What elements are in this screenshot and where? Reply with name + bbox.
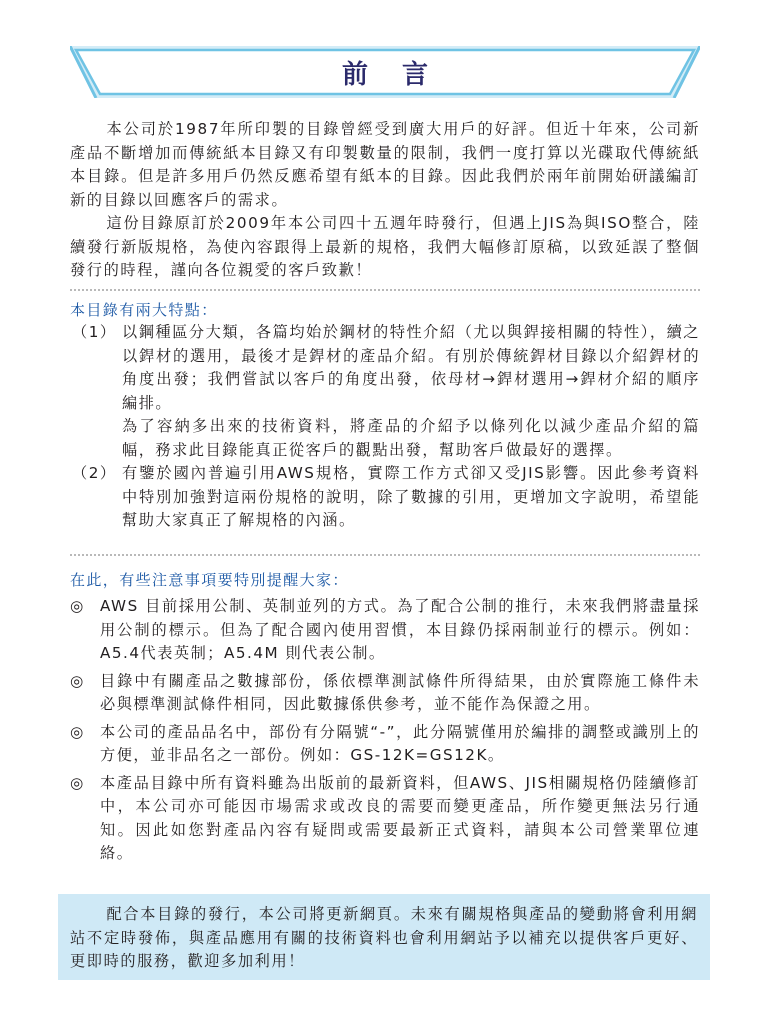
title-banner: [70, 46, 700, 98]
feature-item: [70, 462, 700, 533]
intro-paragraph: 本公司於1987年所印製的目錄曾經受到廣大用戶的好評。但近十年來，公司新產品不斷增加而傳統紙本目錄又有印製數量的限制，我們一度打算以光碟取代傳統紙本目錄。但是許多用戶仍然反應希望有紙本的目錄。因此我們於兩年前開始研議編訂新的目錄以回應客戶的需求。: [70, 120, 700, 209]
note-text: 目錄中有關產品之數據部份，係依標準測試條件所得結果，由於實際施工條件未必與標準測試條件相同，因此數據係供參考，並不能作為保證之用。: [100, 671, 700, 713]
feature-paragraph: 有鑒於國內普遍引用AWS規格，實際工作方式卻又受JIS影響。因此參考資料中特別加強對這兩份規格的說明，除了數據的引用，更增加文字說明，希望能幫助大家真正了解規格的內涵。: [122, 464, 700, 529]
intro-section: [70, 118, 700, 283]
bullet-icon: ◎: [70, 671, 85, 690]
feature-number: （2）: [72, 464, 117, 482]
note-item: [70, 772, 700, 866]
dotted-divider: [70, 289, 700, 291]
note-text: 本產品目錄中所有資料雖為出版前的最新資料，但AWS、JIS相關規格仍陸續修訂中，本公司亦可能因市場需求或改良的需要而變更產品，所作變更無法另行通知。因此如您對產品內容有疑問或需要最新正式資料，請與本公司營業單位連絡。: [100, 773, 700, 862]
footer-notice: [58, 894, 710, 980]
notes-title: 在此，有些注意事項要特別提醒大家：: [70, 571, 349, 589]
feature-item: [70, 321, 700, 462]
bullet-icon: ◎: [70, 722, 85, 741]
note-text: AWS 目前採用公制、英制並列的方式。為了配合公制的推行，未來我們將盡量採用公制的標示。但為了配合國內使用習慣，本目錄仍採兩制並行的標示。例如：A5.4代表英制；A5.4M 則代表公制。: [100, 597, 700, 662]
features-title: 本目錄有兩大特點：: [70, 301, 218, 319]
note-text: 本公司的產品品名中，部份有分隔號“-”，此分隔號僅用於編排的調整或識別上的方便，並非品名之一部份。例如：GS-12K=GS12K。: [100, 722, 700, 764]
intro-paragraph: 這份目錄原訂於2009年本公司四十五週年時發行，但遇上JIS為與ISO整合，陸續發行新版規格，為使內容跟得上最新的規格，我們大幅修訂原稿，以致延誤了整個發行的時程，謹向各位親愛的客戶致歉！: [70, 214, 700, 279]
note-item: [70, 721, 700, 768]
note-item: [70, 670, 700, 717]
feature-number: （1）: [72, 323, 117, 341]
bullet-icon: ◎: [70, 773, 85, 792]
feature-paragraph: 以鋼種區分大類，各篇均始於鋼材的特性介紹（尤以與銲接相關的特性），續之以銲材的選用，最後才是銲材的產品介紹。有別於傳統銲材目錄以介紹銲材的角度出發；我們嘗試以客戶的角度出發，依母材→銲材選用→銲材介紹的順序編排。: [122, 323, 700, 412]
features-list: [70, 321, 700, 533]
notes-list: [70, 595, 700, 870]
note-item: [70, 595, 700, 666]
footer-text: 配合本目錄的發行，本公司將更新網頁。未來有關規格與產品的變動將會利用網站不定時發佈，與產品應用有關的技術資料也會利用網站予以補充以提供客戶更好、更即時的服務，歡迎多加利用！: [70, 905, 698, 970]
bullet-icon: ◎: [70, 597, 85, 615]
page-title: 前言: [341, 59, 462, 90]
feature-paragraph: 為了容納多出來的技術資料，將產品的介紹予以條列化以減少產品介紹的篇幅，務求此目錄能真正從客戶的觀點出發，幫助客戶做最好的選擇。: [122, 417, 700, 459]
dotted-divider: [70, 554, 700, 556]
